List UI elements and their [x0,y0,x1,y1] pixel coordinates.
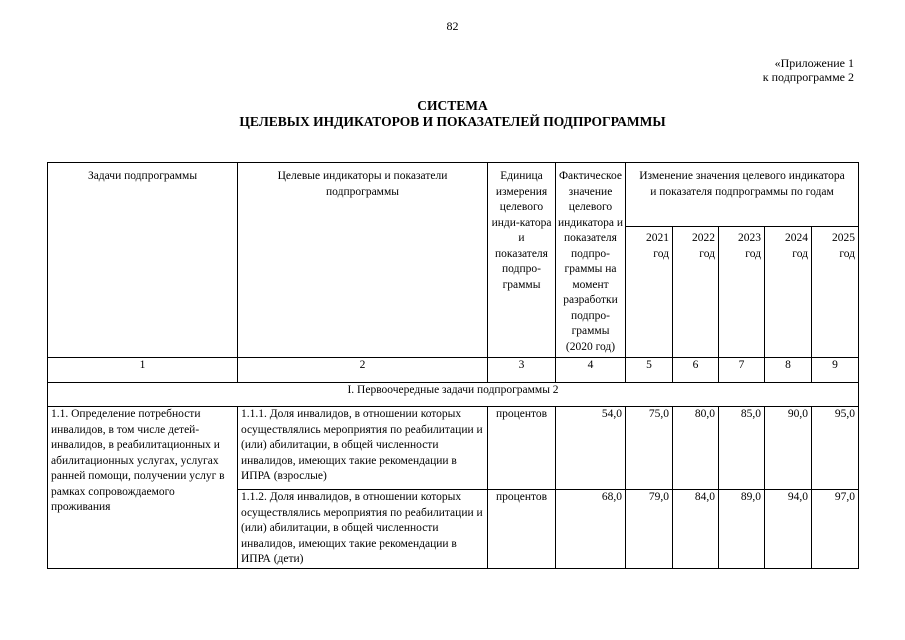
header-row [48,163,859,227]
actual-value-cell: 68,0 [556,490,626,569]
section-title: I. Первоочередные задачи подпрограммы 2 [48,383,859,407]
column-number: 6 [673,358,719,383]
header-year-2024 [765,227,812,358]
appendix-line-1: «Приложение 1 [774,56,854,70]
year-number: 2024 [785,232,808,244]
header-year-2025 [812,227,859,358]
column-number: 1 [48,358,238,383]
column-number: 7 [719,358,765,383]
year-suffix: год [653,247,669,260]
indicators-table [47,162,859,569]
actual-value-cell: 54,0 [556,407,626,490]
header-actual-value: Фактическое значение целевого индикатора и показателя подпро-граммы на момент разработки подпро-граммы (2020 год) [556,163,626,358]
indicator-cell: 1.1.1. Доля инвалидов, в отношении которых осуществлялись мероприятия по реабилитации и (или) абилитации, в общей численности инвалидов, имеющих такие рекомендации в ИПРА (взрослые) [238,407,488,490]
task-cell: 1.1. Определение потребности инвалидов, в том числе детей-инвалидов, в реабилитационных и абилитационных услугах, услугах ранней помощи, получении услуг в рамках сопровождаемого проживания [48,407,238,569]
column-numbers-row [48,358,859,383]
column-number: 2 [238,358,488,383]
value-2022-cell: 84,0 [673,490,719,569]
header-year-2023 [719,227,765,358]
unit-cell: процентов [488,490,556,569]
value-2024-cell: 94,0 [765,490,812,569]
year-suffix: год [699,247,715,260]
column-number: 4 [556,358,626,383]
header-indicators: Целевые индикаторы и показатели подпрограммы [238,163,488,358]
value-2023-cell: 85,0 [719,407,765,490]
column-number: 9 [812,358,859,383]
year-number: 2022 [692,232,715,244]
header-unit: Единица измерения целевого инди-катора и показателя подпро-граммы [488,163,556,358]
value-2024-cell: 90,0 [765,407,812,490]
column-number: 5 [626,358,673,383]
column-number: 8 [765,358,812,383]
value-2025-cell: 95,0 [812,407,859,490]
year-number: 2021 [646,232,669,244]
year-suffix: год [745,247,761,260]
value-2022-cell: 80,0 [673,407,719,490]
header-year-2021 [626,227,673,358]
value-2021-cell: 79,0 [626,490,673,569]
value-2023-cell: 89,0 [719,490,765,569]
appendix-line-2: к подпрограмме 2 [762,70,854,84]
year-suffix: год [839,247,856,260]
page-number: 82 [446,19,459,33]
title-line-2: ЦЕЛЕВЫХ ИНДИКАТОРОВ И ПОКАЗАТЕЛЕЙ ПОДПРОГРАММЫ [239,114,666,129]
appendix-caption [763,56,854,84]
unit-cell: процентов [488,407,556,490]
table-row [48,407,859,490]
year-suffix: год [792,247,808,260]
header-change-by-years: Изменение значения целевого индикатора и показателя подпрограммы по годам [626,163,859,227]
indicator-cell: 1.1.2. Доля инвалидов, в отношении которых осуществлялись мероприятия по реабилитации и (или) абилитации, в общей численности инвалидов, имеющих такие рекомендации в ИПРА (дети) [238,490,488,569]
document-title [0,98,905,130]
title-line-1: СИСТЕМА [417,98,488,113]
value-2021-cell: 75,0 [626,407,673,490]
year-number: 2025 [832,232,856,244]
header-year-2022 [673,227,719,358]
year-number: 2023 [738,232,761,244]
section-row [48,383,859,407]
header-tasks: Задачи подпрограммы [48,163,238,358]
column-number: 3 [488,358,556,383]
value-2025-cell: 97,0 [812,490,859,569]
